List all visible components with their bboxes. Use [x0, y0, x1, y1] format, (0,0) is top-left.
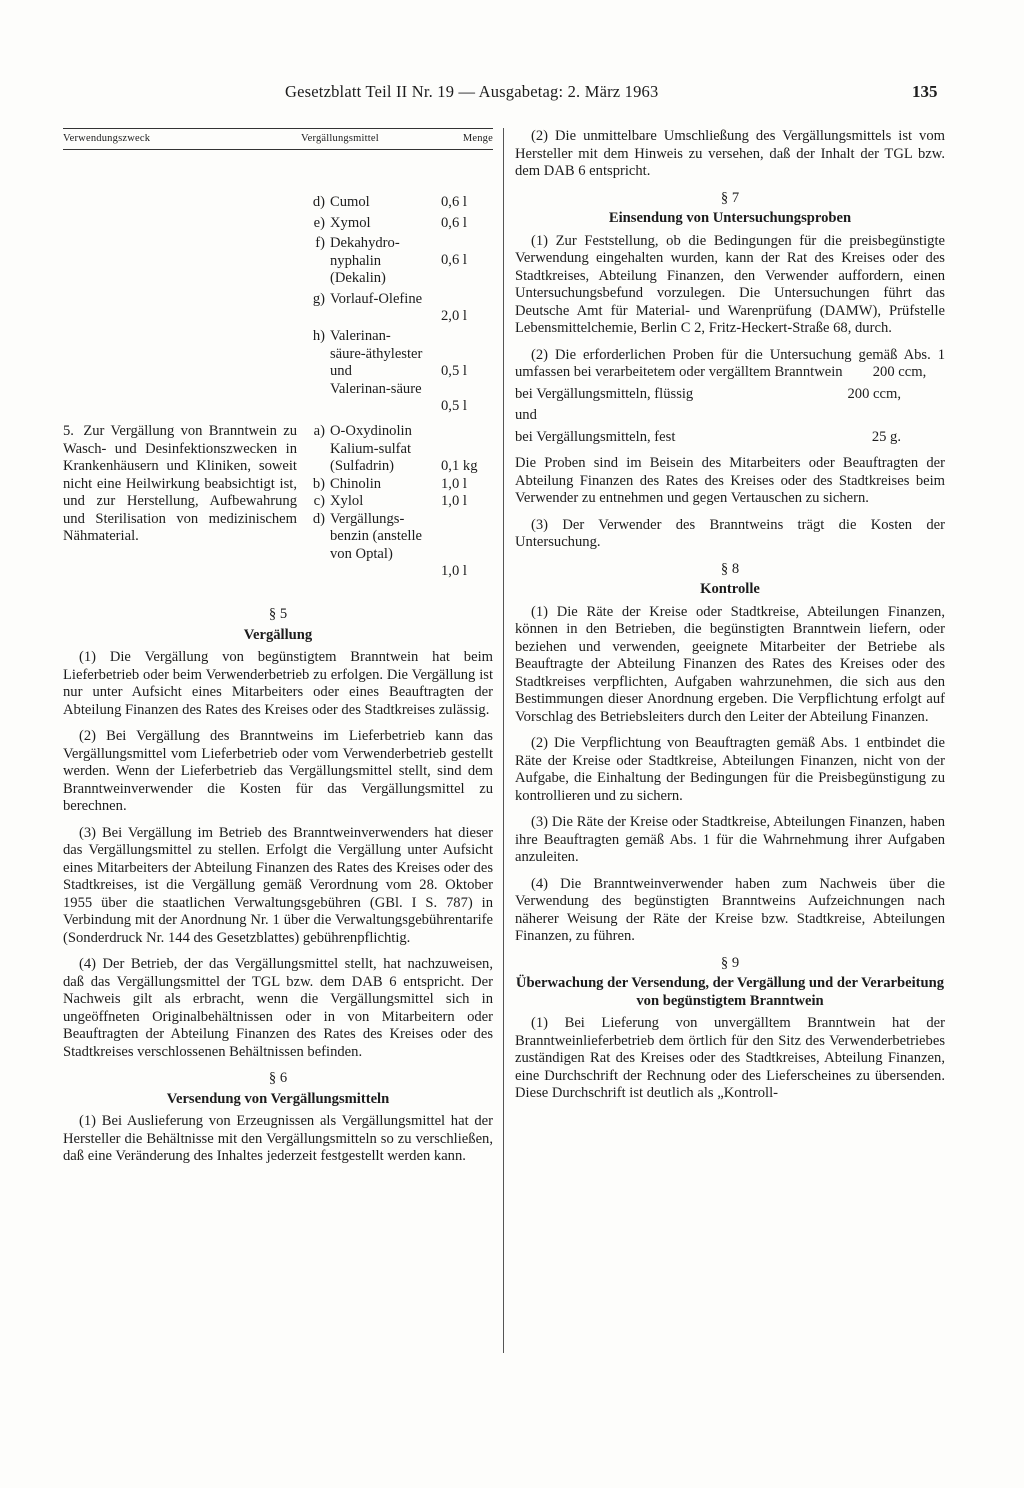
right-column — [515, 128, 945, 1112]
row-quantity: 0,5 l — [441, 363, 467, 379]
section-5-para-3: (3) Bei Vergällung im Betrieb des Branntweinverwenders hat dieser das Vergällungsmittel zu stellen. Erfolgt die Vergällung unter Aufsicht eines Mitarbeiters der Abteilung Finanzen des Rates des Kreises oder des Stadtkreises, ist die Vergällung gemäß Verordnung vom 28. Oktober 1955 über die staatlichen Verwaltungsgebühren (GBl. I S. 787) in Verbindung mit der Anordnung Nr. 1 über die Verwaltungsgebührentarife (Sonderdruck Nr. 144 des Gesetzblattes) gebührenpflichtig. — [63, 824, 493, 946]
row-agent: Valerinan-säure-äthylester und — [330, 328, 423, 379]
table-row: b) Chinolin 1,0 l — [312, 475, 467, 492]
table-header — [63, 129, 493, 150]
section-7-para-1: (1) Zur Feststellung, ob die Bedingungen für die preisbegünstigte Verwendung eingehalten wurden, kann der Rat des Kreises oder des Stadtkreises, Abteilung Finanzen, den Verwender auffordern, einen Untersuchungsbefund vorzulegen. Die Untersuchungen führt das Deutsche Amt für Material- und Warenprüfung (DAMW), Prüfstelle Lebensmittelchemie, Berlin C 2, Fritz-Heckert-Straße 68, durch. — [515, 232, 945, 336]
section-5-para-2: (2) Bei Vergällung des Branntweins im Lieferbetrieb kann das Vergällungsmittel vom Lieferbetrieb oder vom Verwenderbetrieb gestellt werden. Wenn der Lieferbetrieb das Vergällungsmittel stellt, sind dem Branntweinverwender die Kosten für das Vergällungsmittel zu berechnen. — [63, 728, 493, 814]
row-agent: Cumol — [330, 194, 370, 210]
table-header-quantity: Menge — [462, 133, 493, 144]
sample-solid: bei Vergällungsmitteln, fest 25 g. — [515, 428, 901, 445]
row-letter: d) — [312, 194, 325, 210]
row-agent: Vorlauf-Olefine — [330, 290, 423, 307]
section-7-number: § 7 — [720, 189, 740, 206]
table-row: a) O-Oxydinolin Kalium-sulfat (Sulfadrin) 0,1 kg — [313, 423, 478, 474]
sample-and: und — [515, 407, 537, 423]
section-8-para-2: (2) Die Verpflichtung von Beauftragten gemäß Abs. 1 entbindet die Räte der Kreise oder Stadtkreise, Abteilungen Finanzen, nicht von der Aufgabe, die Einhaltung der Bedingungen für die Preisbegünstigung zu kontrollieren und zu sichern. — [515, 735, 945, 804]
section-8-number: § 8 — [720, 560, 740, 577]
row-letter: e) — [313, 214, 325, 231]
section-9-number: § 9 — [720, 954, 740, 971]
sample-value-processed: 200 ccm, — [872, 364, 927, 380]
row-quantity: 0,5 l — [441, 397, 467, 414]
column-divider — [503, 128, 504, 1353]
table-row — [63, 291, 493, 326]
row-quantity: 2,0 l — [441, 307, 467, 324]
section-8-para-1: (1) Die Räte der Kreise oder Stadtkreise, Abteilungen Finanzen, können in den Betrieben, die begünstigten Branntwein liefern, oder beziehen und verwenden, geeignete Mitarbeiter der Betriebe als Beauftragte der Abteilung Finanzen des Rates des Kreises oder des Stadtkreises verpflichten, Aufgaben wahrzunehmen, die sich aus den Bestimmungen dieser Anordnung ergeben. Die Verpflichtung erfolgt auf Vorschlag des Betriebsleiters durch den Leiter der Abteilung Finanzen. — [515, 603, 945, 725]
section-8-title: Kontrolle — [700, 581, 760, 597]
page-number: 135 — [912, 82, 938, 101]
row-agent: Dekahydro-nyphalin (Dekalin) — [330, 235, 400, 286]
row-letter: f) — [315, 235, 325, 251]
section-5-para-1: (1) Die Vergällung von begünstigtem Branntwein hat beim Lieferbetrieb oder beim Verwenderbetrieb zu erfolgen. Die Vergällung ist nur unter Aufsicht eines Mitarbeiters oder eines Beauftragten der Abteilung Finanzen des Rates des Kreises oder des Stadtkreises zulässig. — [63, 649, 493, 718]
row-quantity: 0,6 l — [441, 214, 467, 231]
table-header-purpose: Verwendungszweck — [63, 133, 151, 144]
table-row: d) Vergällungs-benzin (anstelle von Optal) 1,0 l — [312, 510, 467, 579]
left-column — [63, 128, 493, 1175]
section-5-title: Vergällung — [243, 626, 313, 643]
row-letter: h) — [312, 328, 325, 344]
section-7-para-2: (2) Die erforderlichen Proben für die Untersuchung gemäß Abs. 1 umfassen bei verarbeitetem oder vergälltem Branntwein 200 ccm, — [515, 346, 945, 380]
item-5-purpose: 5. Zur Vergällung von Branntwein zu Wasch- und Desinfektionszwecken in Krankenhäusern und Kliniken, soweit nicht eine Heilwirkung beabsichtigt ist, und zur Herstellung, Aufbewahrung und Sterilisation von medizinischem Nähmaterial. — [63, 423, 297, 544]
section-6-para-1: (1) Bei Auslieferung von Erzeugnissen als Vergällungsmittel hat der Hersteller die Behältnisse mit den Vergällungsmitteln so zu verschließen, daß eine Veränderung des Inhaltes jederzeit festgestellt werden kann. — [63, 1113, 493, 1164]
row-agent: Xymol — [330, 214, 371, 231]
section-7-para-3: Die Proben sind im Beisein des Mitarbeiters oder Beauftragten der Abteilung Finanzen des Rates des Kreises oder des Stadtkreises beim Verwender zu entnehmen und gegen Vertauschen zu sichern. — [515, 455, 945, 506]
section-6-number: § 6 — [268, 1070, 288, 1086]
section-6-para-2: (2) Die unmittelbare Umschließung des Vergällungsmittels ist vom Hersteller mit dem Hinweis zu versehen, daß der Inhalt der TGL bzw. dem DAB 6 entspricht. — [515, 128, 945, 179]
table-row: c) Xylol 1,0 l — [313, 493, 467, 509]
table-header-agent: Vergällungsmittel — [301, 133, 379, 144]
table-row — [63, 215, 493, 233]
section-5-para-4: (4) Der Betrieb, der das Vergällungsmittel stellt, hat nachzuweisen, daß das Vergällungsmittel der TGL bzw. dem DAB 6 entspricht. Der Nachweis gilt als erbracht, wenn die Vergällungsmittel sich in ungeöffneten Originalbehältnissen oder in von Mitarbeitern oder Beauftragten der Abteilung Finanzen des Rates des Kreises oder des Stadtkreises verschlossenen Behältnissen befinden. — [63, 956, 493, 1060]
header-title: Gesetzblatt Teil II Nr. 19 — Ausgabetag: 2. März 1963 — [285, 82, 659, 101]
table-row — [63, 235, 493, 288]
section-8-para-4: (4) Die Branntweinverwender haben zum Nachweis über die Verwendung des begünstigten Branntweins Aufzeichnungen nach näherer Weisung der Räte der Kreise bzw. Stadtkreise, Abteilungen Finanzen, zu führen. — [515, 875, 945, 944]
table — [63, 128, 493, 580]
section-8-para-3: (3) Die Räte der Kreise oder Stadtkreise, Abteilungen Finanzen, haben ihre Beauftragten gemäß Abs. 1 für die Wahrnehmung ihrer Aufgaben anzuleiten. — [515, 814, 945, 865]
section-7-title: Einsendung von Untersuchungsproben — [608, 210, 852, 226]
section-9-para-1: (1) Bei Lieferung von unvergälltem Branntwein hat der Branntweinlieferbetrieb dem örtlich für den Sitz des Verwenderbetriebes zuständigen Rat des Kreises oder des Stadtkreises, Abteilung Finanzen, eine Durchschrift der Rechnung oder des Lieferscheines zu übersenden. Diese Durchschrift ist deutlich als „Kontroll- — [515, 1015, 945, 1101]
table-row — [63, 194, 493, 212]
sample-liquid: bei Vergällungsmitteln, flüssig 200 ccm, — [515, 385, 901, 402]
section-6-title: Versendung von Vergällungsmitteln — [166, 1090, 390, 1107]
row-letter: g) — [312, 290, 325, 307]
item-5-agents — [301, 423, 493, 580]
page-header — [0, 82, 1024, 106]
row-quantity: 0,6 l — [441, 252, 467, 268]
section-7-para-4: (3) Der Verwender des Branntweins trägt die Kosten der Untersuchung. — [515, 516, 945, 550]
row-quantity: 0,6 l — [441, 194, 467, 210]
table-row-item-5 — [63, 423, 493, 580]
table-row — [63, 328, 493, 381]
row-letter — [301, 381, 330, 416]
section-5-number: § 5 — [268, 606, 288, 622]
section-9-title: Überwachung der Versendung, der Vergällung und der Verarbeitung von begünstigtem Branntwein — [515, 975, 945, 1009]
table-row — [63, 381, 493, 416]
row-agent: Valerinan-säure — [330, 380, 422, 397]
